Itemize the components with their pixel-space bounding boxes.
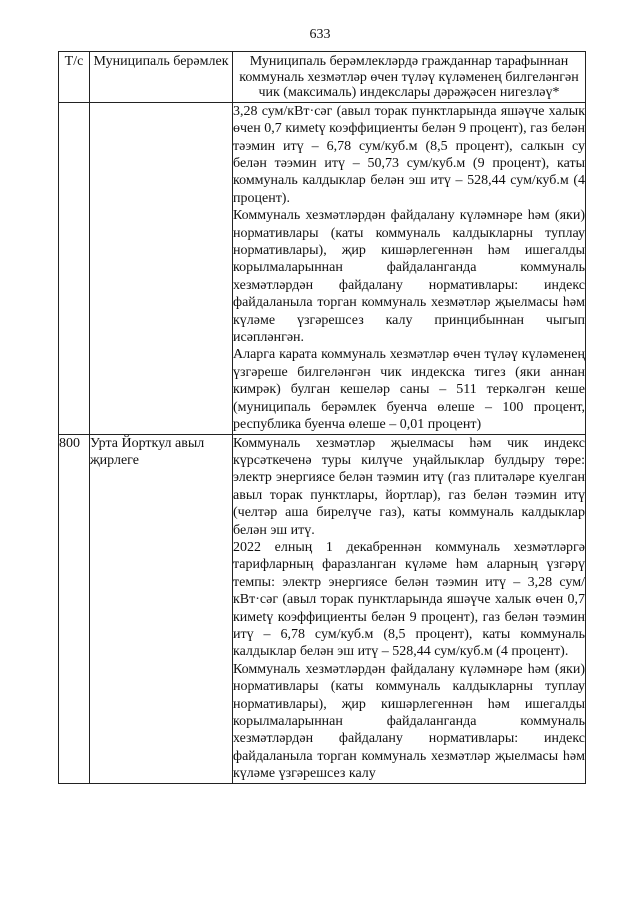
- page-number: 633: [309, 27, 331, 42]
- header-num: Т/с: [59, 52, 90, 103]
- row-800-municipality: Урта Йорткул авыл җирлеге: [90, 434, 233, 783]
- row-800-paragraph-3: Коммуналь хезмәтләрдән файдалану күләмнәре һәм (яки) нормативлары (каты коммуналь калдыкларны туплау нормативлары), җир кишәрлегеннән һәм ишегалды корылмаларыннан файдаланганда коммуналь хезмәтләрдән файдалану нормативлары: индекс файдаланыла торган коммуналь хезмәтләр җыелмасы һәм күләме үзгәрешсез калу: [233, 661, 585, 782]
- continuation-paragraph-2: Коммуналь хезмәтләрдән файдалану күләмнәре һәм (яки) нормативлары (каты коммуналь калдыкларны туплау нормативлары), җир кишәрлегеннән һәм ишегалды корылмаларыннан файдаланганда коммуналь хезмәтләрдән файдалану нормативлары: индекс файдаланыла торган коммуналь хезмәтләр җыелмасы һәм күләме үзгәрешсез калу принцибыннан чыгып исәпләнгән.: [233, 208, 585, 346]
- row-800-basis-cell: [233, 434, 586, 783]
- continuation-paragraph-1: 3,28 сум/кВт·сәг (авыл торак пунктларында яшәүче халык өчен 0,7 кимеtү коэффициенты белән 9 процент), газ белән тәэмин итү – 6,78 сум/куб.м (8,5 процент), салкын су белән тәэмин итү – 50,73 сум/куб.м (9 процент), каты коммуналь калдыклар белән эш итү – 528,44 сум/куб.м (4 процент).: [233, 103, 585, 206]
- table-row-continuation: [59, 102, 586, 434]
- row-800-num: 800: [59, 434, 90, 783]
- header-municipality: Муниципаль берәмлек: [90, 52, 233, 103]
- table-row-800: [59, 434, 586, 783]
- continuation-paragraph-3: Аларга карата коммуналь хезмәтләр өчен түләү күләменең үзгәреше билгеләнгән чик индекска тигез (яки аннан кимрәк) булган кешеләр саны – 511 теркәлгән кеше (муниципаль берәмлек буенча өлеше – 100 процент, республика буенча өлеше – 0,01 процент): [233, 347, 585, 433]
- continuation-municipality-cell: [90, 102, 233, 434]
- row-800-paragraph-1: Коммуналь хезмәтләр җыелмасы һәм чик индекс күрсәткеченә туры килүче уңайлыклар булдыру төре: электр энергиясе белән тәэмин итү (газ плитәләре куелган авыл торак пунктлары, йортлар), газ белән тәэмин итү (челтәр аша бирелүче газ), каты коммуналь калдыклар белән эш итү.: [233, 435, 585, 538]
- table-header-row: [59, 52, 586, 103]
- continuation-basis-cell: [233, 102, 586, 434]
- tariff-index-table: [58, 51, 586, 784]
- header-basis: Муниципаль берәмлекләрдә гражданнар тарафыннан коммуналь хезмәтләр өчен түләү күләменең билгеләнгән чик (максималь) индекслары дәрәҗәсен нигезләү*: [233, 52, 586, 103]
- continuation-num-cell: [59, 102, 90, 434]
- row-800-paragraph-2: 2022 елның 1 декабреннән коммуналь хезмәтләргә тарифларның фаразланган күләме һәм аларның үзгәрү темпы: электр энергиясе белән тәэмин итү – 3,28 сум/кВт·сәг (авыл торак пунктларында яшәүче халык өчен 0,7 кимеtү коэффициенты белән 9 процент), газ белән тәэмин итү – 6,78 сум/куб.м (8,5 процент), каты коммуналь калдыклар белән эш итү – 528,44 сум/куб.м (4 процент).: [233, 539, 585, 660]
